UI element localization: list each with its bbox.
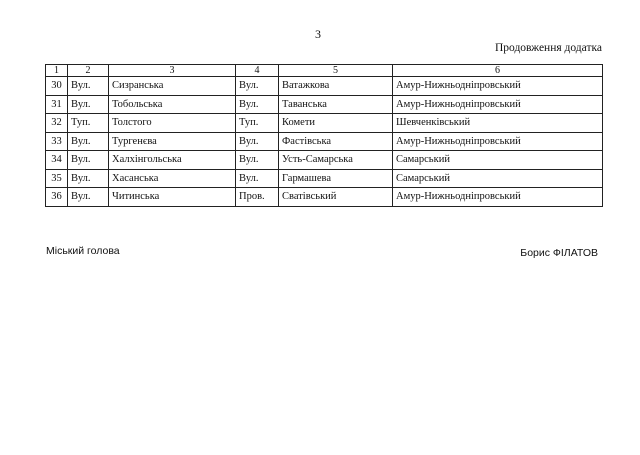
table-row	[46, 77, 603, 96]
table-row	[46, 188, 603, 207]
old-object-type: Вул.	[68, 77, 109, 96]
header-cell: 6	[393, 65, 603, 77]
header-cell: 5	[279, 65, 393, 77]
page-number: 3	[315, 27, 321, 41]
header-cell: 2	[68, 65, 109, 77]
row-number: 34	[46, 151, 68, 170]
header-cell: 4	[236, 65, 279, 77]
new-name: Усть-Самарська	[279, 151, 393, 170]
old-name: Тобольська	[109, 95, 236, 114]
new-object-type: Вул.	[236, 151, 279, 170]
signatory-name: Борис ФІЛАТОВ	[520, 247, 598, 259]
signatory-position: Міський голова	[46, 245, 120, 257]
table-row	[46, 151, 603, 170]
old-object-type: Вул.	[68, 169, 109, 188]
new-name: Ватажкова	[279, 77, 393, 96]
old-object-type: Вул.	[68, 132, 109, 151]
row-number: 35	[46, 169, 68, 188]
old-name: Сизранська	[109, 77, 236, 96]
new-name: Фастівська	[279, 132, 393, 151]
row-number: 32	[46, 114, 68, 133]
new-name: Гармашева	[279, 169, 393, 188]
new-name: Сватівський	[279, 188, 393, 207]
old-name: Толстого	[109, 114, 236, 133]
district: Амур-Нижньодніпровський	[393, 77, 603, 96]
new-object-type: Пров.	[236, 188, 279, 207]
table-header	[46, 65, 603, 77]
new-object-type: Вул.	[236, 169, 279, 188]
table-row	[46, 132, 603, 151]
district: Самарський	[393, 151, 603, 170]
row-number: 31	[46, 95, 68, 114]
continuation-label: Продовження додатка	[494, 42, 602, 54]
table-row	[46, 169, 603, 188]
new-object-type: Вул.	[236, 77, 279, 96]
row-number: 30	[46, 77, 68, 96]
new-object-type: Вул.	[236, 132, 279, 151]
old-name: Халхінгольська	[109, 151, 236, 170]
district: Амур-Нижньодніпровський	[393, 132, 603, 151]
old-name: Хасанська	[109, 169, 236, 188]
header-row	[46, 65, 603, 77]
row-number: 33	[46, 132, 68, 151]
new-name: Таванська	[279, 95, 393, 114]
old-object-type: Туп.	[68, 114, 109, 133]
district: Амур-Нижньодніпровський	[393, 188, 603, 207]
header-cell: 3	[109, 65, 236, 77]
old-name: Читинська	[109, 188, 236, 207]
district: Самарський	[393, 169, 603, 188]
new-object-type: Вул.	[236, 95, 279, 114]
old-object-type: Вул.	[68, 151, 109, 170]
new-name: Комети	[279, 114, 393, 133]
district: Амур-Нижньодніпровський	[393, 95, 603, 114]
table-row	[46, 114, 603, 133]
header-cell: 1	[46, 65, 68, 77]
row-number: 36	[46, 188, 68, 207]
new-object-type: Туп.	[236, 114, 279, 133]
old-object-type: Вул.	[68, 95, 109, 114]
old-object-type: Вул.	[68, 188, 109, 207]
table-row	[46, 95, 603, 114]
district: Шевченківський	[393, 114, 603, 133]
street-renaming-table	[45, 64, 603, 207]
table-body	[46, 77, 603, 207]
old-name: Тургенєва	[109, 132, 236, 151]
